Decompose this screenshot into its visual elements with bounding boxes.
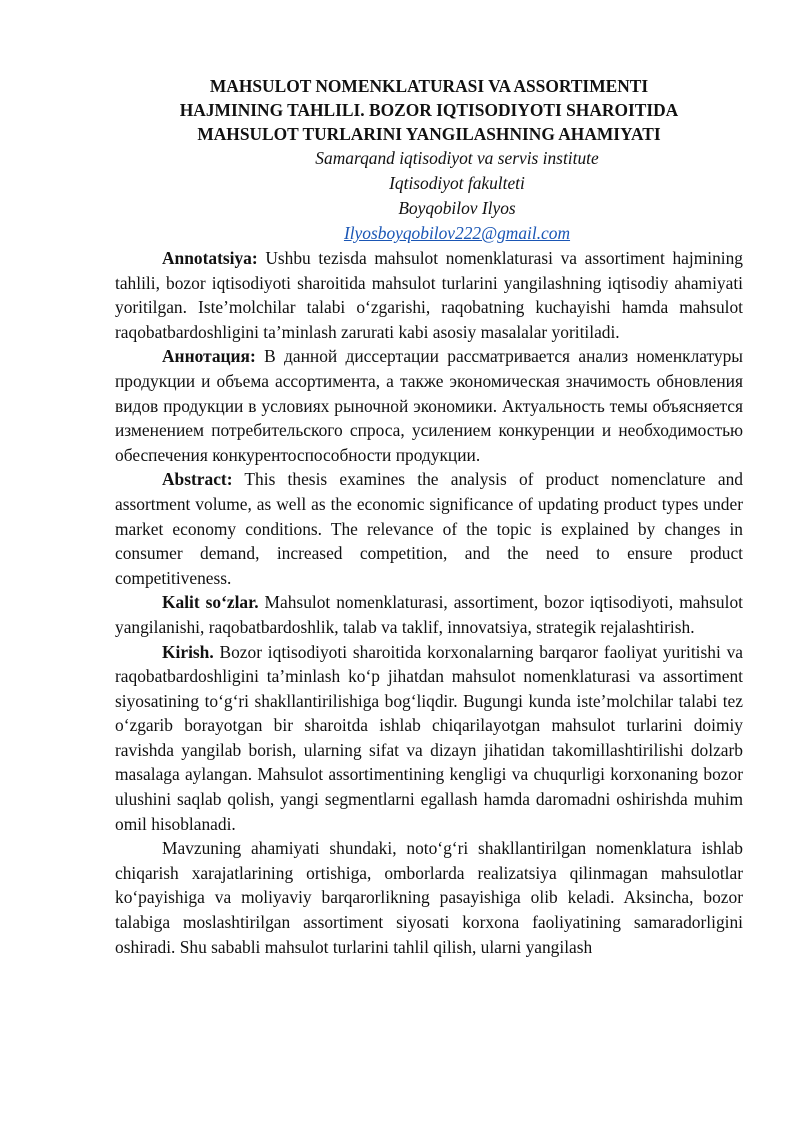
annotation-uz-text: Ushbu tezisda mahsulot nomenklaturasi va assortiment hajmining tahlili, bozor iqtisodiyoti sharoitida mahsulot turlarini yangilashning iqtisodiy ahamiyati yoritilgan. Iste’molchilar talabi o‘zgarishi, raqobatning kuchayishi hamda mahsulot raqobatbardoshligini ta’minlash zarurati kabi asosiy masalalar yoritiladi. xyxy=(115,248,743,342)
faculty-name: Iqtisodiyot fakulteti xyxy=(389,173,525,193)
keywords-text: Mahsulot nomenklaturasi, assortiment, bozor iqtisodiyoti, mahsulot yangilanishi, raqobatbardoshlik, talab va taklif, innovatsiya, strategik rejalashtirish. xyxy=(115,592,743,637)
relevance-text: Mavzuning ahamiyati shundaki, noto‘g‘ri shakllantirilgan nomenklatura ishlab chiqarish xarajatlarining ortishiga, omborlarda realizatsiya qilinmagan mahsulotlar ko‘payishiga va moliyaviy barqarorlikning pasayishiga olib keladi. Aksincha, bozor talabiga moslashtirilgan assortiment siyosati korxona faoliyatining samaradorligini oshiradi. Shu sababli mahsulot turlarini tahlil qilish, ularni yangilash xyxy=(115,838,743,957)
introduction-label: Kirish. xyxy=(162,641,214,662)
paper-title xyxy=(115,74,743,146)
title-line-1: MAHSULOT NOMENKLATURASI VA ASSORTIMENTI xyxy=(209,76,649,96)
introduction-paragraph xyxy=(115,640,743,837)
annotation-ru-text: В данной диссертации рассматривается анализ номенклатуры продукции и объема ассортимента, а также экономическая значимость обновления видов продукции в условиях рыночной экономики. Актуальность темы объясняется изменением потребительского спроса, усилением конкуренции и необходимостью обеспечения конкурентоспособности продукции. xyxy=(115,346,743,465)
abstract-en-text: This thesis examines the analysis of product nomenclature and assortment volume, as well as the economic significance of updating product types under market economy conditions. The relevance of the topic is explained by changes in consumer demand, increased competition, and the need to ensure product competitiveness. xyxy=(115,469,743,588)
introduction-text: Bozor iqtisodiyoti sharoitida korxonalarning barqaror faoliyat yuritishi va raqobatbardoshligini ta’minlash ko‘p jihatdan mahsulot nomenklaturasi va assortiment siyosatining to‘g‘ri shakllantirilishiga bog‘liqdir. Bugungi kunda iste’molchilar talabi tez o‘zgarib borayotgan bir sharoitda ishlab chiqarilayotgan mahsulot turlarini doimiy ravishda yangilab borish, ularning sifat va dizayn jihatidan takomillashtirilishi dolzarb masalaga aylangan. Mahsulot assortimentining kengligi va chuqurligi korxonaning bozor ulushini saqlab qolish, yangi segmentlarni egallash hamda daromadni oshirishda muhim omil hisoblanadi. xyxy=(115,641,743,834)
author-email-link[interactable]: Ilyosboyqobilov222@gmail.com xyxy=(343,223,571,243)
keywords-label: Kalit so‘zlar. xyxy=(162,592,259,613)
keywords-paragraph xyxy=(115,590,743,639)
author-affiliation xyxy=(115,146,743,246)
title-line-2: HAJMINING TAHLILI. BOZOR IQTISODIYOTI SHAROITIDA xyxy=(179,100,679,120)
title-line-3: MAHSULOT TURLARINI YANGILASHNING AHAMIYATI xyxy=(197,124,661,144)
annotation-ru-label: Аннотация: xyxy=(162,346,256,367)
author-name: Boyqobilov Ilyos xyxy=(398,198,516,218)
relevance-paragraph xyxy=(115,836,743,959)
annotation-ru-paragraph xyxy=(115,344,743,467)
abstract-en-label: Abstract: xyxy=(162,469,233,490)
page-content xyxy=(115,74,743,959)
annotation-uz-label: Annotatsiya: xyxy=(162,248,258,268)
annotation-uz-paragraph xyxy=(115,246,743,344)
abstract-en-paragraph xyxy=(115,467,743,590)
institute-name: Samarqand iqtisodiyot va servis institute xyxy=(315,148,599,168)
